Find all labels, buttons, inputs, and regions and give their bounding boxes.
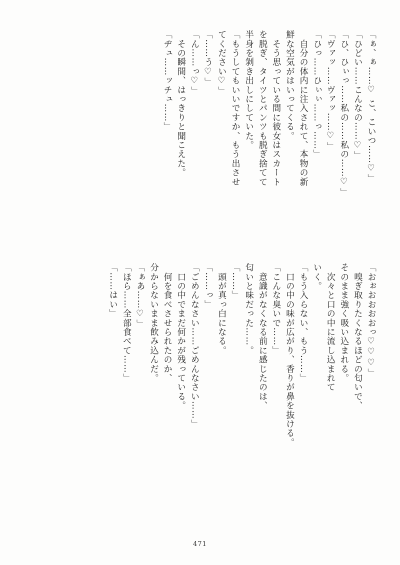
bottom-text-line: 「……っ」: [202, 263, 213, 309]
top-text-line: 「……う♡」: [202, 30, 213, 87]
top-text-line: 鮮な空気がはいってくる。: [284, 30, 295, 141]
bottom-text-line: いく。: [311, 263, 322, 291]
top-text-line: てください♡」: [216, 30, 227, 96]
top-text-line: 「ヂュ……ッチュ……」: [162, 30, 173, 132]
bottom-text-line: 匂いと味だった……。: [243, 263, 254, 355]
bottom-text-line: そのまま強く吸い込まれる。: [338, 263, 349, 383]
text-band-bottom: [22, 263, 377, 533]
top-text-line: 「ひっ……ひぃぃ……っ……」: [311, 30, 322, 159]
bottom-text-line: 「ぁあ……♡」: [134, 263, 145, 329]
top-text-line: 「もうしてもいいですか、もう出させ: [230, 30, 241, 187]
top-text-line: 「ん……っ♡」: [189, 30, 200, 96]
bottom-text-line: 「おぉおおおおっ♡♡♡」: [366, 263, 376, 378]
bottom-text-line: 「……はい」: [107, 263, 118, 319]
bottom-text-line: 「ごめんなさい……ごめんなさい……」: [189, 263, 200, 429]
bottom-text-line: 「……」: [230, 263, 241, 300]
top-text-line: 「ヴァッ……ヴァッ……♡」: [325, 30, 336, 151]
bottom-text-line: 分からないまま飲み込んだ。: [148, 263, 159, 383]
top-text-line: 半身を剝き出しにしていた。: [243, 30, 254, 150]
text-band-top: [22, 30, 377, 245]
bottom-text-line: 口の中でまだ何かが残っている。: [175, 263, 186, 411]
top-text-line: その瞬間、はっきりと聞こえた。: [175, 30, 186, 178]
bottom-text-line: 口の中の味が広がり、香りが鼻を抜ける。: [284, 263, 295, 447]
page-number: 471: [193, 540, 207, 548]
bottom-text-line: 「ほら……全部食べて……」: [121, 263, 132, 383]
bottom-text-line: 何を食べさせられたのか、: [162, 263, 173, 383]
top-text-line: 「ひどい……こんなの……♡」: [352, 30, 363, 161]
top-text-line: を脱ぎ、タイツとパンツも脱ぎ捨てて: [257, 30, 268, 187]
bottom-text-line: 「もう入らない、もう……」: [298, 263, 309, 383]
top-text-line: 「ひ、ひぃっ……私の……私の……♡」: [338, 30, 349, 197]
bottom-text-line: 次々と口の中に流し込まれて: [325, 263, 336, 392]
bottom-text-line: 意識がなくなる前に感じたのは、: [257, 263, 268, 411]
bottom-text-line: 頭が真っ白になる。: [216, 263, 227, 355]
bottom-text-line: 嗅ぎ取りたくなるほどの匂いで、: [352, 263, 363, 411]
top-text-line: そう思っている間に彼女はスカート: [270, 30, 281, 187]
top-text-line: 自分の体内に注入されて、本物の新: [298, 30, 309, 187]
top-text-line: 「ぁ、ぁ……♡ こ、こいつ……♡」: [366, 30, 376, 184]
bottom-text-line: 「こんな臭いで……」: [270, 263, 281, 355]
